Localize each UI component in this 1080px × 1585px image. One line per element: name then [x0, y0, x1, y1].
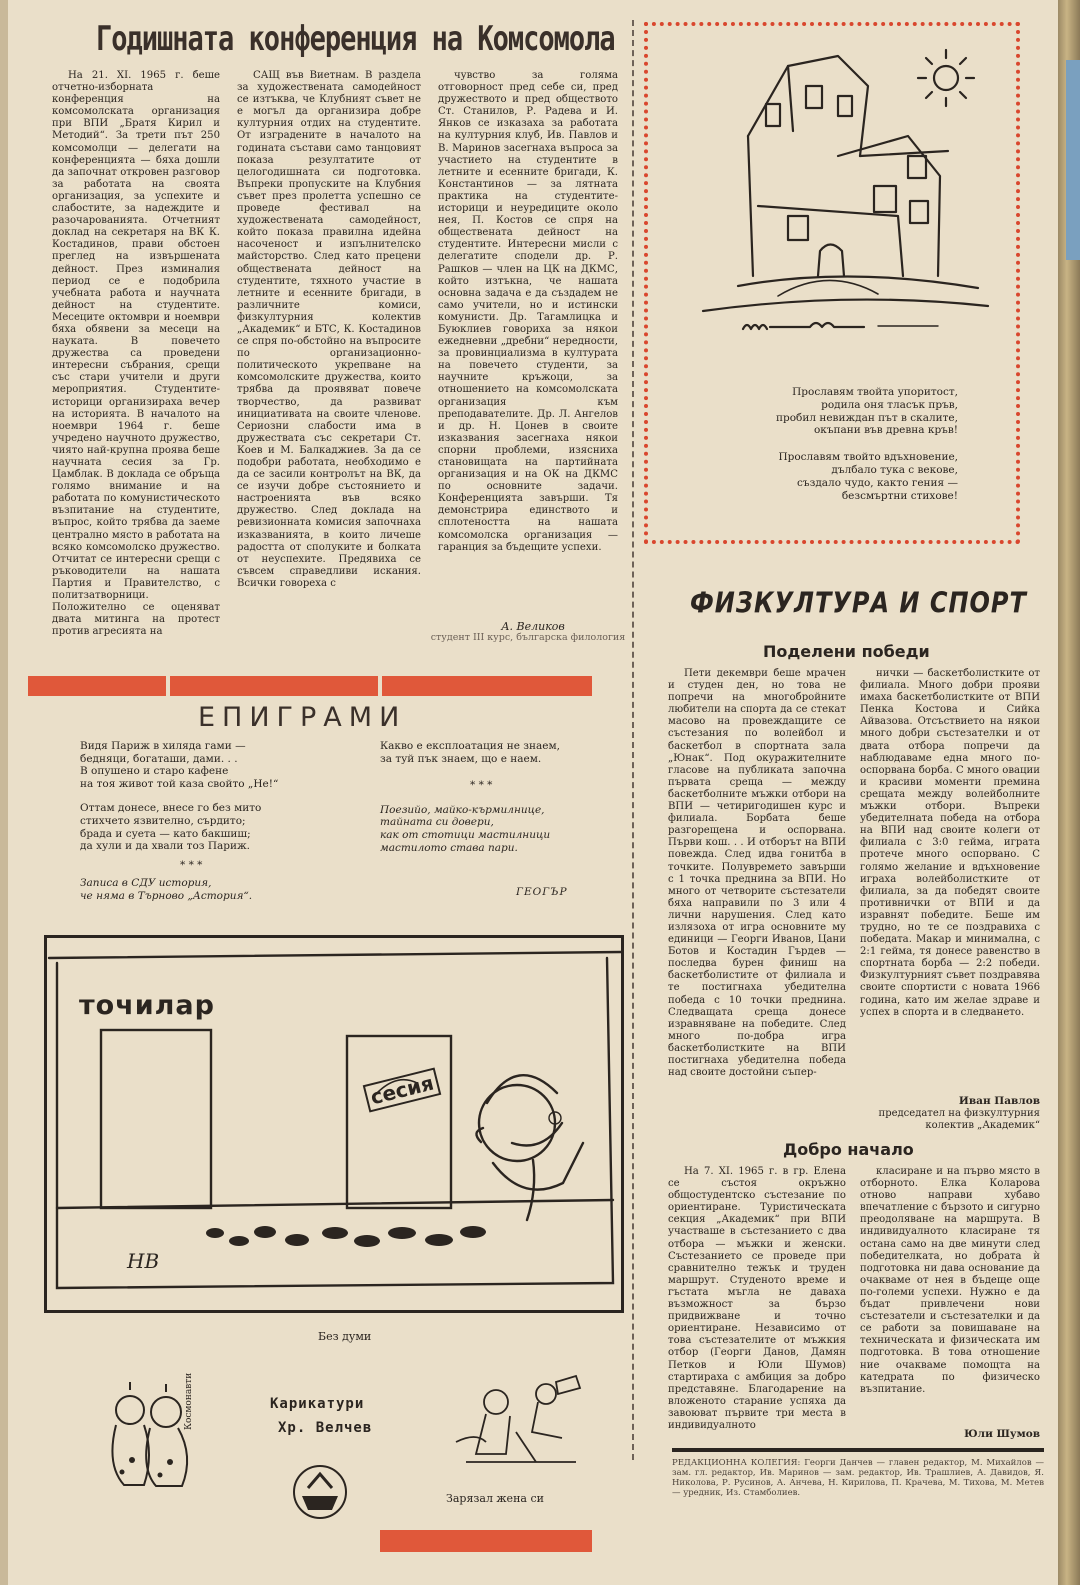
poem [758, 386, 958, 502]
red-bar [28, 676, 166, 696]
conference-col-1 [52, 70, 220, 656]
conference-text-3: чувство за голяма отговорност пред себе си, пред дружеството и пред обществото Ст. Станилов, Р. Радева и И. Янков се изказаха за работата на културния клуб, Ив. Павлов и В. Маринов засегнаха въпроса за участието на студентите в летните и есенните бригади, К. Константинов — за лятната практика на студентите-историци и неуредиците около нея, П. Костов се спря на обществената дейност на студентите. Интересни мисли с делегатите сподели др. Р. Рашков — член на ЦК на ДКМС, който изтъкна, че нашата основна задача е да създадем не само учители, но и истински комунисти. Др. Тагамлицка и Буюклиев говориха за някои ежедневни „дребни“ нередности, за провинциализма в културата на повечето студенти, за научните кръжоци, за отношението на комсомолската организация към преподавателите. Др. Л. Ангелов и др. Н. Цонев в своите изказвания засегнаха някои спорни проблеми, изясниха становищата на партийната организация и на ОК на ДКМС по основните задачи. Конференцията завърши. Тя демонстрира единството и сплотеността на нашата комсомолска организация — гаранция за бъдещите успехи. [438, 70, 618, 553]
epigram-line: Оттам донесе, внесе го без мито [80, 802, 262, 815]
cosmonauts-label: Космонавти [184, 1372, 194, 1430]
epigram-line: брада и суета — като бакшиш; [80, 827, 251, 840]
conference-title: Годишната конференция на Комсомола [96, 20, 615, 59]
article-2-title: Добро начало [783, 1140, 914, 1159]
sport-2-author: Юли Шумов [964, 1428, 1040, 1440]
emblem [288, 1462, 352, 1522]
editorial-board: РЕДАКЦИОННА КОЛЕГИЯ: Георги Данчев — главен редактор, М. Михайлов — зам. гл. редактор, Ив. Маринов — зам. редактор, Ив. Трашлиев, А. Давидов, Я. Николова, Р. Русинов, А. Анчева, Н. Кирилова, П. Крачева, М. Тихова, М. Метев — уредник, Из. Стамболиев. [672, 1458, 1044, 1498]
sport-1-col-1 [668, 668, 846, 1130]
poem-line: Прославям твойто вдъхновение, [778, 451, 958, 464]
epigram-line: Какво е експлоатация не знаем, [380, 740, 561, 752]
door-label: сесия [363, 1067, 442, 1112]
sport-2-col-1 [668, 1166, 846, 1442]
epigram-line: на тоя живот той каза свойто „Не!“ [80, 777, 279, 790]
epigram-left [80, 740, 380, 903]
epigram-line: Поезийо, майко-кърмилнице, [380, 803, 545, 816]
epigram-line: за туй пък знаем, що е наем. [380, 752, 542, 765]
poem-line: дълбало тука с векове, [831, 463, 958, 476]
conference-col-2 [237, 70, 421, 656]
red-bar [382, 676, 592, 696]
cut-woman-cartoon [446, 1372, 596, 1482]
epigrams-title: ЕПИГРАМИ [198, 702, 407, 733]
sport-1-author-role-1: председател на физкултурния [878, 1108, 1040, 1119]
conference-author: А. Великов [501, 620, 565, 633]
article-1-title: Поделени победи [763, 642, 930, 661]
sport-2-text-2: класиране и на първо място в отборното. Елка Коларова отново направи хубаво впечатление с бързото и сигурно преодоляване на маршрута. В индивидуалното класиране тя остана само на две минути след победителката, но добрата ѝ подготовка ни дава основание да очакваме от нея в бъдеще още по-големи успехи. Нужно е да бъдат привлечени нови състезатели и състезателки и да се работи за повишаване на техническата и физическата им подготовка. В това отношение ние очакваме помощта на катедрата по физическо възпитание. [860, 1166, 1040, 1395]
sport-1-author: Иван Павлов [958, 1095, 1040, 1107]
sport-section-title: ФИЗКУЛТУРА И СПОРТ [690, 586, 1027, 620]
epigram-author: ГЕОГЪР [516, 886, 568, 898]
sport-1-text-1: Пети декември беше мрачен и студен ден, но това не попречи на многобройните любители на спорта да се стекат масово на провеждащите се състезания по волейбол и баскетбол в спортната зала „Юнак“. Под окуражителните гласове на публиката започна първата среща — между баскетболните мъжки отбори на ВПИ — четиригодишен курс и филиала. Борбата беше разгорещена и оспорвана. Първи кош. . . И отборът на ВПИ повежда. След идва гонитба в точките. Полувремето завърши с 1 точка преднина за ВПИ. Но много от четворите състезатели бяха направили по 3 или 4 лични нарушения. След като излязоха от игра основните му единици — Георги Иванов, Цани Ботов и Костадин Гърдев — последва бурен финиш на баскетболистите от филиала и те постигнаха убедителна победа с 10 точки преднина. Следващата среща донесе изравняване на победите. След много по-добра игра баскетболистките на ВПИ постигнаха убедителна победа над своите достойни съпер- [668, 668, 846, 1079]
cartoon-credit-2: Хр. Велчев [278, 1420, 373, 1436]
epigram-line: мастилото става пари. [380, 841, 518, 854]
cut-woman-caption: Зарязал жена си [446, 1492, 544, 1505]
poem-line: пробил невиждан път в скалите, [775, 411, 958, 424]
sport-2-text-1: На 7. XI. 1965 г. в гр. Елена се състоя окръжно общостудентско състезание по ориентиране. Туристическата секция „Академик“ при ВПИ участваше в състезанието с два отбора — мъжки и женски. Състезанието се проведе при сравнително тежък и труден маршрут. Студеното време и гъстата мъгла не даваха възможност за бързо придвижване и точно ориентиране. Независимо от това състезателите от мъжкия отбор (Георги Данов, Дамян Петков и Юли Шумов) стартираха с амбиция за добро представяне. Благодарение на вложеното старание успяха да завоюват първите три места в индивидуалното [668, 1166, 846, 1431]
epigram-line: как от стотици мастилници [380, 828, 551, 841]
svg-text:HB: HB [127, 1249, 160, 1273]
cartoon-frame [44, 935, 624, 1313]
epigram-stars: * * * [470, 779, 493, 792]
epigram-right [380, 740, 620, 854]
cartoon-credit-1: Карикатури [270, 1396, 365, 1412]
red-bar [380, 1530, 592, 1552]
epigram-line: стихчето язвително, сърдито; [80, 814, 246, 827]
epigram-line: Видя Париж в хиляда гами — [80, 740, 246, 752]
sport-1-text-2: нички — баскетболистките от филиала. Много добри прояви имаха баскетболистките от ВПИ Пенка Костова и Сийка Айвазова. Отсъствието на някои много добри състезателки и от двата отбора попречи да наблюдаваме една много по-оспорвана борба. С много овации и красиви моменти премина срещата между волейболните мъжки отбори. Въпреки убедителната победа на отбора на ВПИ над своите колеги от филиала с 3:0 гейма, играта протече много оспорвано. С голямо желание и вдъхновение играха волейболистките от филиала, за да победят своите противнички от ВПИ и да изравнят победите. Беше им трудно, но те се поздравиха с победата. Макар и минимална, с 2:1 гейма, тя донесе равенство в спортната борба — 2:2 победи. Физкултурният съвет поздравява своите спортисти с новата 1966 година, като им желае здраве и успех в спорта и в следването. [860, 668, 1040, 1018]
poem-line: окъпани във древна кръв! [813, 424, 958, 437]
conference-author-role: студент III курс, българска филология [430, 632, 626, 643]
poem-line: Прославям твойта упоритост, [792, 386, 958, 398]
epigram-line: Записа в СДУ история, [80, 877, 212, 890]
sport-1-author-role-2: колектив „Академик“ [925, 1120, 1040, 1131]
page-edge-tab [1066, 60, 1080, 260]
epigram-line: че няма в Търново „Астория“. [80, 889, 253, 902]
epigram-line: да хули и да хвали тоз Париж. [80, 840, 250, 853]
cartoon-label: точилар [79, 990, 215, 1021]
epigram-line: В опушено и старо кафене [80, 765, 229, 778]
conference-text-2: САЩ във Виетнам. В раздела за художествената самодейност се изтъква, че Клубният съвет не е могъл да организира добре културния отдих на студентите. От изградените в началото на годината състави само танцовият показа резултатите от целогодишната си подготовка. Въпреки пропуските на Клубния съвет през пролетта успешно се проведе фестивал на художествената самодейност, който показа правилна идейна насоченост и изпълнителско майсторство. След като прецени обществената дейност на студентите, тяхното участие в летните и есенните бригади, в различните комиси, физкултурния колектив „Академик“ и БТС, К. Костадинов се спря по-обстойно на въпросите по организационно-политическото укрепване на комсомолските дружества, които трябва да проявяват повече творчество, да развиват инициативата на своите членове. Сериозни слабости има в дружествата със секретари Ст. Коев и М. Балкаджиев. За да се подобри работата, необходимо е да се засили контролът на ВК, да се изучи добре състоянието и настроенията във всяко дружество. След доклада на ревизионната комисия започнаха изказванията, в които личеше радостта от сполуките и болката от неуспехите. Предявиха се съвсем справедливи искания. Всички говореха с [237, 70, 421, 589]
newspaper-page [8, 0, 1058, 1585]
sport-2-col-2 [860, 1166, 1040, 1424]
poem-line: създало чудо, както гения — [797, 476, 958, 489]
conference-col-3 [438, 70, 618, 610]
epigram-line: тайната си довери, [380, 816, 494, 829]
drawing-frame [644, 22, 1020, 544]
epigram-line: бедняци, богаташи, дами. . . [80, 752, 238, 765]
red-bar [170, 676, 378, 696]
cartoon-caption: Без думи [318, 1330, 372, 1343]
poem-line: безсмъртни стихове! [841, 489, 958, 502]
house-drawing [648, 26, 1016, 366]
editorial-rule [672, 1448, 1044, 1452]
poem-line: родила оня тласък пръв, [821, 398, 958, 411]
sport-1-col-2 [860, 668, 1040, 1088]
epigram-stars: * * * [180, 858, 203, 871]
conference-text-1: На 21. XI. 1965 г. беше отчетно-изборната конференция на комсомолската организация при ВПИ „Братя Кирил и Методий“. За трети път 250 комсомолци — делегати на конференцията — бяха дошли да започнат откровен разговор за работата на своята организация, за успехите и слабостите, за надеждите и разочарованията. Отчетният доклад на секретаря на ВК К. Костадинов, прави обстоен преглед на извършената дейност. През изминалия период се е подобрила учебната работа и научната дейност на студентите. Месеците октомври и ноември бяха обявени за месеци на науката. В повечето дружества са проведени интересни събрания, срещи със стари учители и други мероприятия. Студентите-историци организираха вечер на историята. В началото на ноември 1964 г. беше учредено научното дружество, чиято най-крупна проява беше научната сесия за Гр. Цамблак. В доклада се обръща голямо внимание и на работата по комунистическото възпитание на студентите, въпрос, който трябва да заеме централно място в работата на всяко комсомолско дружество. Отчитат се интересни срещи с ръководители на нашата Партия и Правителство, с политзатворници. Положително се оценяват двата митинга на протест против агресията на [52, 70, 220, 638]
column-divider [632, 20, 634, 1460]
